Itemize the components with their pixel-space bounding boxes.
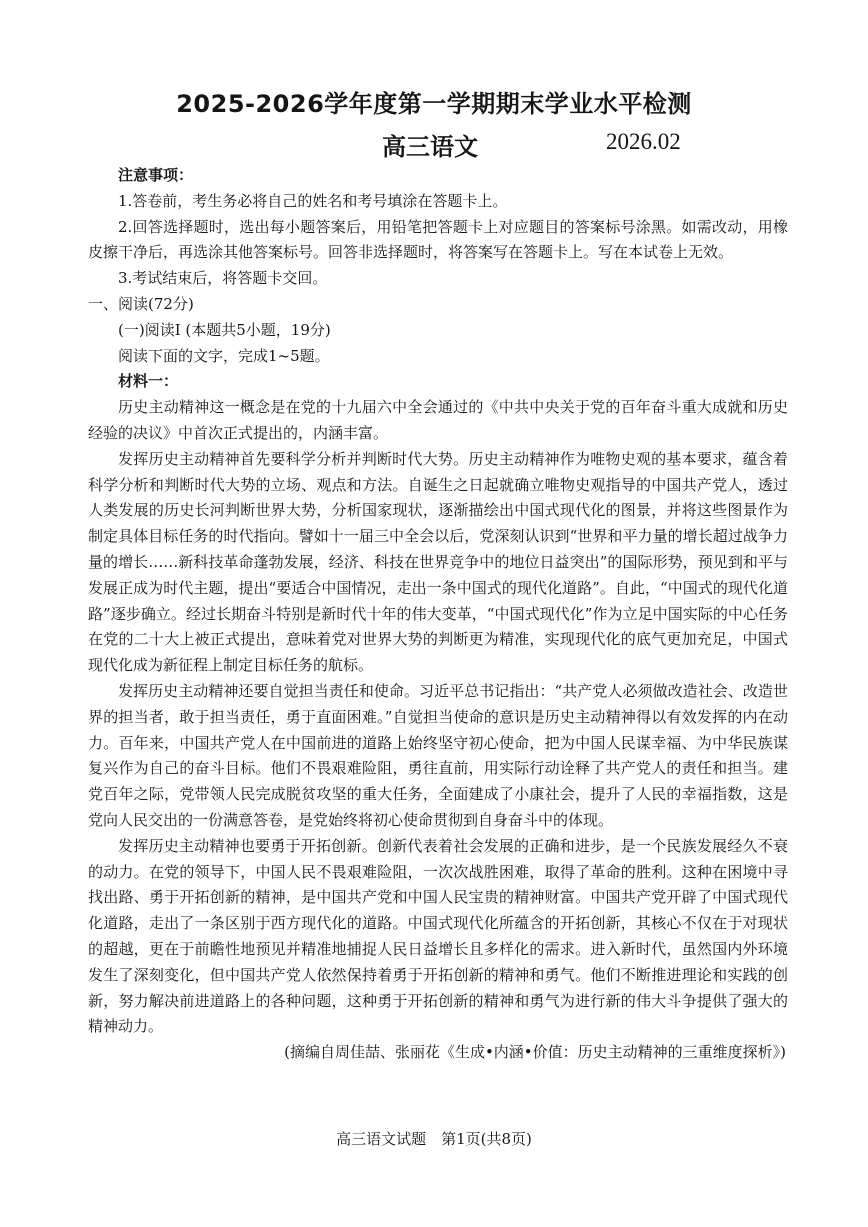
article-paragraph-2: 发挥历史主动精神首先要科学分析并判断时代大势。历史主动精神作为唯物史观的基本要求，蕴含着科学分析和判断时代大势的立场、观点和方法。自诞生之日起就确立唯物史观指导的中国共产党人，透过人类发展的历史长河判断世界大势，分析国家现状，逐渐描绘出中国式现代化的图景，并将这些图景作为制定具体目标任务的时代指向。譬如十一届三中全会以后，党深刻认识到“世界和平力量的增长超过战争力量的增长……新科技革命蓬勃发展，经济、科技在世界竞争中的地位日益突出”的国际形势，预见到和平与发展正成为时代主题，提出“要适合中国情况，走出一条中国式的现代化道路”。自此，“中国式的现代化道路”逐步确立。经过长期奋斗特别是新时代十年的伟大变革，“中国式现代化”作为立足中国实际的中心任务在党的二十大上被正式提出，意味着党对世界大势的判断更为精准，实现现代化的底气更加充足，中国式现代化成为新征程上制定目标任务的航标。 xyxy=(88,449,788,675)
notice-heading: 注意事项： xyxy=(118,166,194,184)
notice-item-1: 1.答卷前，考生务必将自己的姓名和考号填涂在答题卡上。 xyxy=(118,191,508,210)
subject-label: 高三语文 xyxy=(382,133,478,161)
article-paragraph-1: 历史主动精神这一概念是在党的十九届六中全会通过的《中共中央关于党的百年奋斗重大成就和历史经验的决议》中首次正式提出的，内涵丰富。 xyxy=(88,398,788,442)
notice-item-2: 2.回答选择题时，选出每小题答案后，用铅笔把答题卡上对应题目的答案标号涂黑。如需改动，用橡皮擦干净后，再选涂其他答案标号。回答非选择题时，将答案写在答题卡上。写在本试卷上无效。 xyxy=(88,217,788,262)
exam-subtitle xyxy=(0,127,868,161)
material-label: 材料一： xyxy=(118,372,179,391)
subsection-title: (一)阅读Ⅰ (本题共5小题，19分) xyxy=(118,320,331,339)
exam-title: 2025-2026学年度第一学期期末学业水平检测 xyxy=(176,90,692,118)
exam-date: 2026.02 xyxy=(606,129,681,154)
exam-body xyxy=(88,163,788,1066)
source-citation: (摘编自周佳喆、张丽花《生成•内涵•价值：历史主动精神的三重维度探析》) xyxy=(284,1043,786,1062)
section-title: 一、阅读(72分) xyxy=(88,294,194,313)
article-paragraph-4: 发挥历史主动精神也要勇于开拓创新。创新代表着社会发展的正确和进步，是一个民族发展经久不衰的动力。在党的领导下，中国人民不畏艰难险阻，一次次战胜困难，取得了革命的胜利。这种在困境中寻找出路、勇于开拓创新的精神，是中国共产党和中国人民宝贵的精神财富。中国共产党开辟了中国式现代化道路，走出了一条区别于西方现代化的道路。中国式现代化所蕴含的开拓创新，其核心不仅在于对现状的超越，更在于前瞻性地预见并精准地捕捉人民日益增长且多样化的需求。进入新时代，虽然国内外环境发生了深刻变化，但中国共产党人依然保持着勇于开拓创新的精神和勇气。他们不断推进理论和实践的创新，努力解决前进道路上的各种问题，这种勇于开拓创新的精神和勇气为进行新的伟大斗争提供了强大的精神动力。 xyxy=(88,836,788,1036)
notice-item-3: 3.考试结束后，将答题卡交回。 xyxy=(118,269,328,288)
reading-instruction: 阅读下面的文字，完成1~5题。 xyxy=(118,346,330,365)
page-footer: 高三语文试题 第1页(共8页) xyxy=(336,1130,532,1148)
article-paragraph-3: 发挥历史主动精神还要自觉担当责任和使命。习近平总书记指出：“共产党人必须做改造社会、改造世界的担当者，敢于担当责任，勇于直面困难。”自觉担当使命的意识是历史主动精神得以有效发挥的内在动力。百年来，中国共产党人在中国前进的道路上始终坚守初心使命，把为中国人民谋幸福、为中华民族谋复兴作为自己的奋斗目标。他们不畏艰难险阻，勇往直前，用实际行动诠释了共产党人的责任和担当。建党百年之际，党带领人民完成脱贫攻坚的重大任务，全面建成了小康社会，提升了人民的幸福指数，这是党向人民交出的一份满意答卷，是党始终将初心使命贯彻到自身奋斗中的体现。 xyxy=(88,681,788,829)
